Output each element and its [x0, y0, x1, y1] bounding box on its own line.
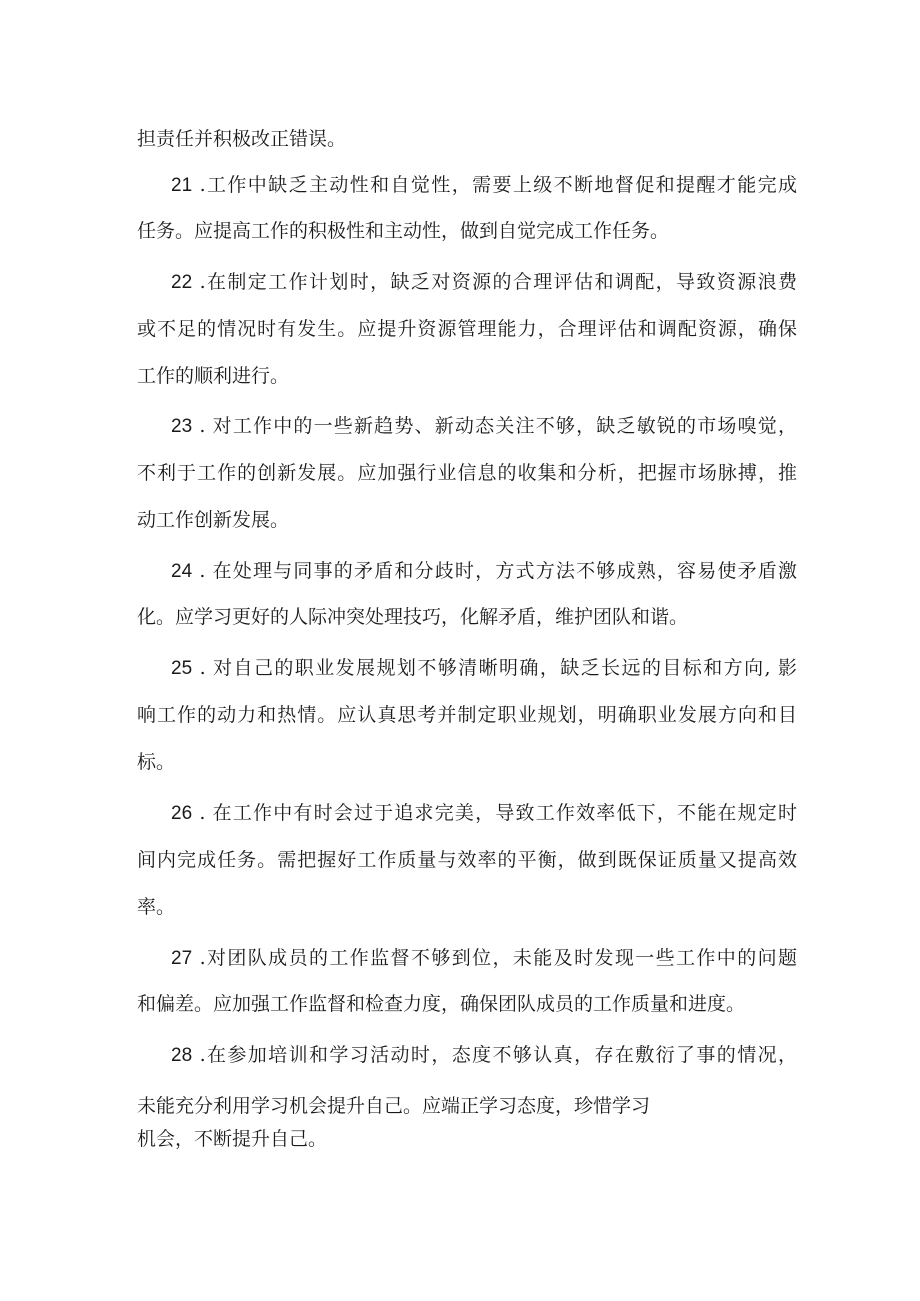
item-25-line-3: 标。: [137, 751, 176, 773]
item-23-line-2: 不利于工作的创新发展。应加强行业信息的收集和分析，把握市场脉搏，推: [137, 462, 797, 484]
item-22-line-3: 工作的顺利进行。: [137, 365, 290, 387]
item-26-line-1: 26 . 在工作中有时会过于追求完美，导致工作效率低下，不能在规定时: [171, 802, 797, 824]
item-21-line-2: 任务。应提高工作的积极性和主动性，做到自觉完成工作任务。: [137, 220, 670, 242]
item-25-line-1: 25 . 对自己的职业发展规划不够清晰明确，缺乏长远的目标和方向, 影: [171, 657, 797, 679]
item-21-line-1: 21 .工作中缺乏主动性和自觉性，需要上级不断地督促和提醒才能完成: [171, 174, 797, 196]
item-24-line-1: 24 . 在处理与同事的矛盾和分歧时，方式方法不够成熟，容易使矛盾激: [171, 560, 797, 582]
item-26-line-3: 率。: [137, 896, 176, 918]
item-27-line-2: 和偏差。应加强工作监督和检查力度，确保团队成员的工作质量和进度。: [137, 993, 746, 1015]
item-23-line-1: 23 . 对工作中的一些新趋势、新动态关注不够，缺乏敏锐的市场嗅觉，: [171, 415, 797, 437]
item-22-line-1: 22 .在制定工作计划时，缺乏对资源的合理评估和调配，导致资源浪费: [171, 271, 797, 293]
item-22-line-2: 或不足的情况时有发生。应提升资源管理能力，合理评估和调配资源，确保: [137, 318, 797, 340]
item-23-line-3: 动工作创新发展。: [137, 509, 290, 531]
item-27-line-1: 27 .对团队成员的工作监督不够到位，未能及时发现一些工作中的问题: [171, 947, 797, 969]
item-28-line-3: 机会，不断提升自己。: [137, 1128, 328, 1150]
paragraph-line: 担责任并积极改正错误。: [137, 128, 347, 150]
item-25-line-2: 响工作的动力和热情。应认真思考并制定职业规划，明确职业发展方向和目: [137, 704, 797, 726]
item-28-line-1: 28 .在参加培训和学习活动时，态度不够认真，存在敷衍了事的情况，: [171, 1044, 797, 1066]
item-28-line-2: 未能充分利用学习机会提升自己。应端正学习态度，珍惜学习: [137, 1095, 651, 1117]
item-24-line-2: 化。应学习更好的人际冲突处理技巧，化解矛盾，维护团队和谐。: [137, 606, 689, 628]
item-26-line-2: 间内完成任务。需把握好工作质量与效率的平衡，做到既保证质量又提高效: [137, 849, 797, 871]
